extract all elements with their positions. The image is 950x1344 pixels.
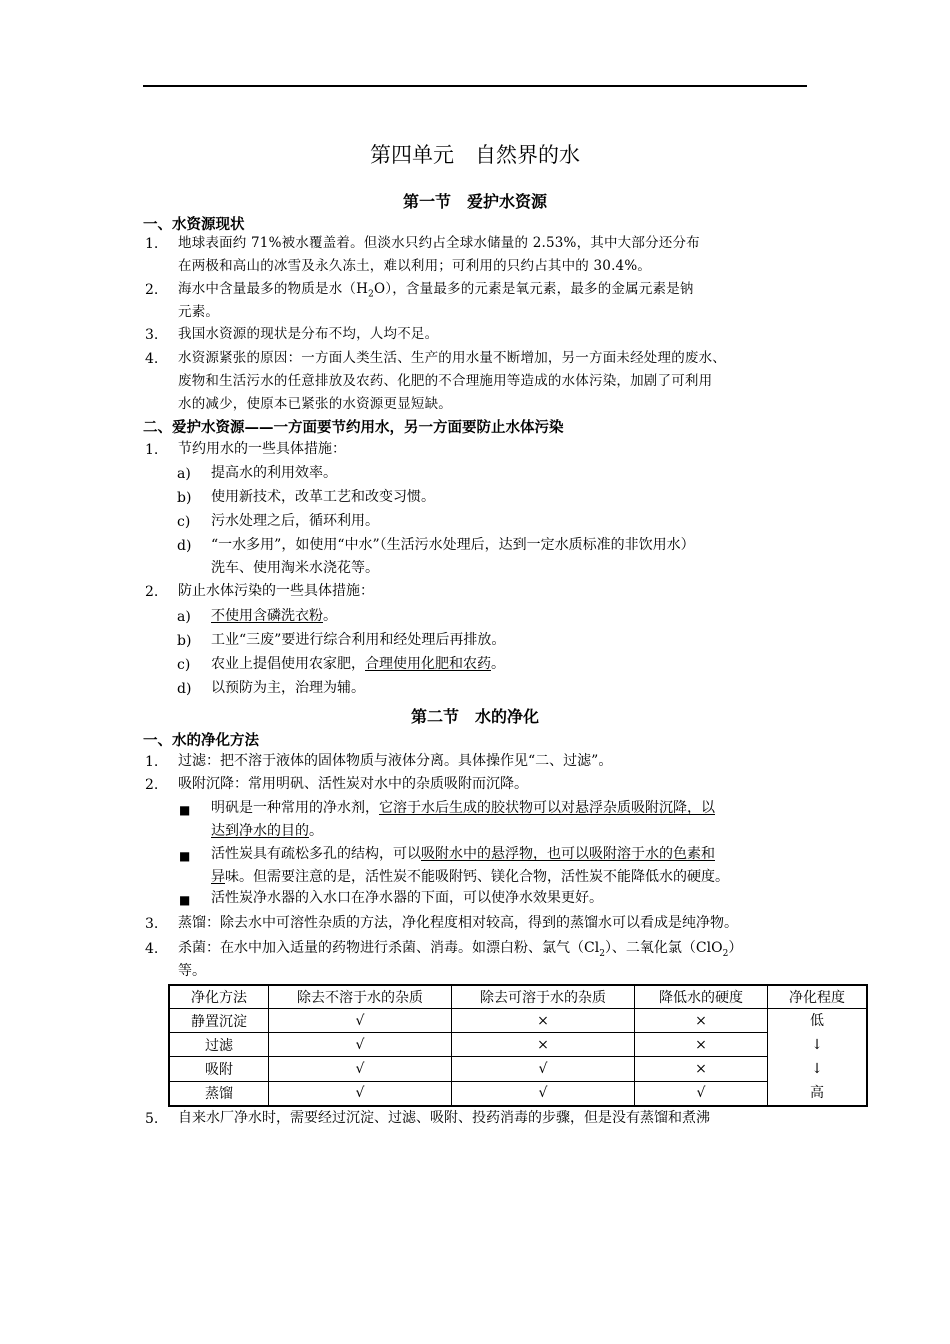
item-number: 3.: [145, 916, 159, 932]
table-cell: √: [269, 1033, 452, 1057]
table-header-cell: 净化程度: [768, 985, 868, 1009]
sub-text: 以预防为主，治理为辅。: [211, 680, 365, 696]
table-cell: ×: [635, 1033, 768, 1057]
table-header-cell: 降低水的硬度: [635, 985, 768, 1009]
table-cell: √: [635, 1081, 768, 1106]
sub-label: d): [177, 538, 192, 554]
item-text: 过滤：把不溶于液体的固体物质与液体分离。具体操作见“二、过滤”。: [178, 753, 613, 769]
unit-title: 第四单元 自然界的水: [370, 143, 580, 167]
item-text: 元素。: [178, 304, 220, 320]
item-number: 4.: [145, 351, 159, 367]
sub-label: a): [177, 609, 191, 625]
bullet-icon: ■: [179, 849, 191, 863]
item-number: 5.: [145, 1111, 159, 1127]
item-text: 自来水厂净水时，需要经过沉淀、过滤、吸附、投药消毒的步骤，但是没有蒸馏和煮沸: [178, 1110, 710, 1126]
sub-label: c): [177, 657, 191, 673]
item-number: 1.: [145, 754, 159, 770]
sub-label: a): [177, 466, 191, 482]
bullet-text: 明矾是一种常用的净水剂，它溶于水后生成的胶状物可以对悬浮杂质吸附沉降，以: [211, 800, 715, 816]
sub-label: c): [177, 514, 191, 530]
sub-text: 洗车、使用淘米水浇花等。: [211, 560, 379, 576]
degree-high: 高: [810, 1085, 824, 1101]
item-text: 杀菌：在水中加入适量的药物进行杀菌、消毒。如漂白粉、氯气$(Cl_2)$、二氧化氯（ClO$_2$）: [178, 940, 743, 959]
bullet-icon: ■: [179, 803, 191, 817]
item-text: 节约用水的一些具体措施：: [178, 441, 346, 457]
bullet-text: 异味。但需要注意的是，活性炭不能吸附钙、镁化合物，活性炭不能降低水的硬度。: [211, 869, 729, 885]
table-cell: √: [269, 1009, 452, 1033]
table-header-row: [169, 985, 867, 1009]
bullet-icon: ■: [179, 893, 191, 907]
degree-arrow: ↓: [811, 1061, 823, 1077]
item-text: 水的减少，使原本已紧张的水资源更显短缺。: [178, 396, 452, 412]
item-text: 地球表面约 71%被水覆盖着。但淡水只约占全球水储量的 2.53%，其中大部分还分布: [178, 235, 700, 251]
table-cell: 静置沉淀: [169, 1009, 269, 1033]
sub-text: 工业“三废”要进行综合利用和经处理后再排放。: [211, 632, 506, 648]
item-text: 我国水资源的现状是分布不均，人均不足。: [178, 326, 439, 342]
part1-heading: 一、水资源现状: [143, 217, 245, 233]
item-text: 等。: [178, 963, 206, 979]
table-cell: ×: [635, 1057, 768, 1081]
bullet-text: 活性炭具有疏松多孔的结构，可以吸附水中的悬浮物，也可以吸附溶于水的色素和: [211, 846, 715, 862]
bullet-text: 达到净水的目的。: [211, 823, 323, 839]
item-number: 2.: [145, 282, 159, 298]
degree-arrow: ↓: [811, 1037, 823, 1053]
item-number: 1.: [145, 236, 159, 252]
table-row: [169, 1009, 867, 1033]
item-number: 2.: [145, 777, 159, 793]
sub-label: b): [177, 633, 192, 649]
section2-heading: 一、水的净化方法: [143, 733, 259, 749]
purification-degree-cell: [768, 1009, 868, 1107]
table-cell: √: [269, 1081, 452, 1106]
table-cell: ×: [635, 1009, 768, 1033]
header-rule: [143, 85, 807, 87]
table-header-cell: 除去可溶于水的杂质: [452, 985, 635, 1009]
table-header-cell: 除去不溶于水的杂质: [269, 985, 452, 1009]
sub-text: 农业上提倡使用农家肥，合理使用化肥和农药。: [211, 656, 505, 672]
sub-label: d): [177, 681, 192, 697]
sub-text: 污水处理之后，循环利用。: [211, 513, 379, 529]
item-number: 2.: [145, 584, 159, 600]
bullet-text: 活性炭净水器的入水口在净水器的下面，可以使净水效果更好。: [211, 890, 603, 906]
table-row: [169, 1033, 867, 1057]
item-text: 在两极和高山的冰雪及永久冻土，难以利用；可利用的只约占其中的 30.4%。: [178, 258, 652, 274]
item-text: 防止水体污染的一些具体措施：: [178, 583, 374, 599]
item-number: 1.: [145, 442, 159, 458]
table-cell: 吸附: [169, 1057, 269, 1081]
table-cell: √: [452, 1057, 635, 1081]
item-text: 水资源紧张的原因：一方面人类生活、生产的用水量不断增加，另一方面未经处理的废水、: [178, 350, 726, 366]
item-text: 蒸馏：除去水中可溶性杂质的方法，净化程度相对较高，得到的蒸馏水可以看成是纯净物。: [178, 915, 738, 931]
table-cell: √: [452, 1081, 635, 1106]
item-text: 吸附沉降：常用明矾、活性炭对水中的杂质吸附而沉降。: [178, 776, 528, 792]
section2-title: 第二节 水的净化: [410, 707, 539, 726]
purification-table: [168, 984, 868, 1107]
item-number: 4.: [145, 941, 159, 957]
table-cell: √: [269, 1057, 452, 1081]
sub-text: 不使用含磷洗衣粉。: [211, 608, 337, 624]
sub-label: b): [177, 490, 192, 506]
sub-text: 提高水的利用效率。: [211, 465, 337, 481]
degree-low: 低: [810, 1013, 824, 1029]
table-cell: ×: [452, 1033, 635, 1057]
table-header-cell: 净化方法: [169, 985, 269, 1009]
table-row: [169, 1057, 867, 1081]
table-row: [169, 1081, 867, 1106]
table-cell: 蒸馏: [169, 1081, 269, 1106]
item-text: 废物和生活污水的任意排放及农药、化肥的不合理施用等造成的水体污染，加剧了可利用: [178, 373, 713, 389]
sub-text: 使用新技术，改革工艺和改变习惯。: [211, 489, 435, 505]
part2-heading: 二、爱护水资源——一方面要节约用水，另一方面要防止水体污染: [143, 420, 564, 436]
table-cell: 过滤: [169, 1033, 269, 1057]
item-number: 3.: [145, 327, 159, 343]
section1-title: 第一节 爱护水资源: [402, 192, 547, 211]
item-text: 海水中含量最多的物质是水$(H_2O)$，含量最多的元素是氧元素，最多的金属元素是钠: [178, 281, 694, 300]
sub-text: “一水多用”，如使用“中水”（生活污水处理后，达到一定水质标准的非饮用水）: [211, 537, 695, 553]
table-cell: ×: [452, 1009, 635, 1033]
